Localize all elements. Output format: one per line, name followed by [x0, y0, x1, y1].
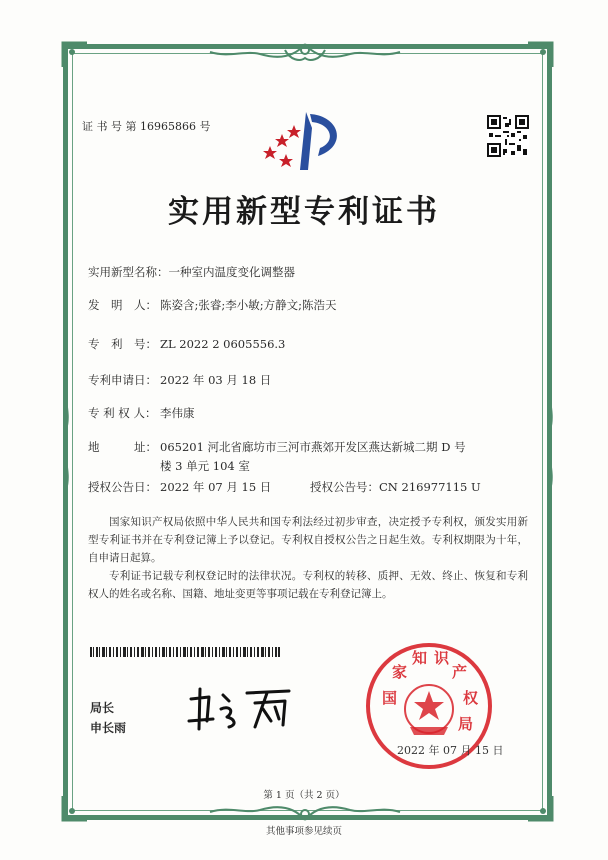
filing-date-value: 2022 年 03 月 18 日: [160, 373, 272, 387]
right-ornament: [542, 370, 558, 490]
utility-model-name-label: 实用新型名称：: [88, 265, 169, 279]
svg-text:国: 国: [382, 689, 398, 707]
svg-text:家: 家: [392, 663, 408, 681]
svg-text:知: 知: [412, 649, 428, 667]
utility-model-name-value: 一种室内温度变化调整器: [168, 265, 295, 279]
svg-text:权: 权: [463, 689, 479, 707]
patent-number-label: 专 利 号：: [88, 337, 157, 351]
left-ornament: [58, 370, 74, 490]
address-line-1: 065201 河北省廊坊市三河市燕郊开发区燕达新城二期 D 号: [160, 440, 466, 454]
page-number: 第 1 页（共 2 页）: [263, 790, 345, 801]
address-label: 地 址：: [88, 440, 157, 454]
grant-number-value: CN 216977115 U: [379, 480, 481, 494]
certificate-number: 证 书 号 第 16965866 号: [82, 120, 211, 133]
corner-ornament-tr: [525, 40, 555, 70]
svg-text:识: 识: [434, 649, 450, 667]
grant-date-label: 授权公告日：: [88, 480, 157, 494]
footer-note: 其他事项参见续页: [265, 826, 342, 837]
grant-number-label: 授权公告号：: [310, 480, 379, 494]
svg-text:产: 产: [452, 663, 468, 681]
patent-holder-row: [88, 405, 195, 421]
grant-date-row: [88, 479, 271, 495]
address-row: [88, 439, 466, 455]
inventor-value: 陈姿含;张睿;李小敏;方静文;陈浩天: [160, 298, 337, 312]
patent-holder-label: 专 利 权 人：: [88, 406, 157, 420]
body-paragraph-2: 专利证书记载专利权登记时的法律状况。专利权的转移、质押、无效、终止、恢复和专利权人的姓名或名称、国籍、地址变更等事项记载在专利登记簿上。: [88, 570, 528, 600]
address-line-2: 楼 3 单元 104 室: [160, 459, 250, 473]
barcode: [90, 647, 280, 657]
inventor-row: [88, 297, 337, 313]
body-paragraph-1: 国家知识产权局依照中华人民共和国专利法经过初步审查，决定授予专利权，颁发实用新型专利证书并在专利登记簿上予以登记。专利权自授权公告之日起生效。专利权期限为十年，自申请日起算。: [88, 516, 528, 564]
seal-date: 2022 年 07 月 15 日: [397, 744, 504, 757]
grant-date-value: 2022 年 07 月 15 日: [160, 480, 272, 494]
corner-ornament-tl: [60, 40, 90, 70]
inventor-label: 发 明 人：: [88, 298, 157, 312]
patent-holder-value: 李伟康: [160, 406, 195, 420]
document-title: 实用新型专利证书: [168, 194, 440, 230]
filing-date-row: [88, 372, 271, 388]
qr-code: [487, 115, 529, 157]
handwritten-signature: [185, 685, 295, 731]
top-ornament: [200, 40, 410, 70]
cnipa-logo: [262, 106, 352, 176]
patent-number-row: [88, 336, 285, 352]
svg-text:局: 局: [458, 715, 474, 733]
director-name: 申长雨: [90, 721, 127, 735]
grant-number-row: [310, 479, 481, 495]
filing-date-label: 专利申请日：: [88, 373, 157, 387]
utility-model-name-row: [88, 264, 295, 280]
director-title: 局长: [90, 701, 115, 715]
patent-number-value: ZL 2022 2 0605556.3: [160, 337, 286, 351]
